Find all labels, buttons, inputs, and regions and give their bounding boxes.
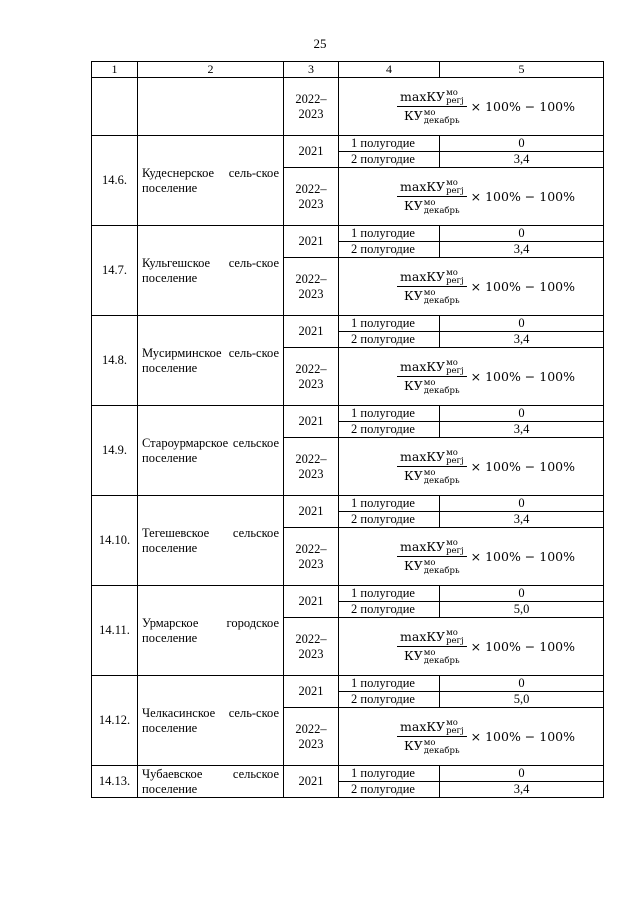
settlement-name: Мусирминское сель-ское поселение [138,316,284,406]
half-year-value: 3,4 [440,152,604,168]
formula-cell [339,618,604,676]
formula [339,629,603,665]
formula-numerator: maxКУ мо регj [397,449,467,468]
header-col-2: 2 [138,62,284,78]
half-year-label: 2 полугодие [339,152,440,168]
year-cell: 2022– 2023 [284,168,339,226]
year-cell: 2021 [284,676,339,708]
page-number: 25 [313,36,327,51]
formula-fraction [397,629,467,665]
half-year-value: 0 [440,136,604,152]
formula-denominator: КУ мо декабрь [404,557,460,576]
formula-numerator: maxКУ мо регj [397,179,467,198]
formula-tail: × 100% − 100% [470,639,575,654]
year-cell: 2021 [284,226,339,258]
formula [339,449,603,485]
table-row [92,406,604,422]
formula-cell [339,348,604,406]
row-number: 14.9. [92,406,138,496]
formula-fraction [397,449,467,485]
formula [339,89,603,125]
year-cell: 2021 [284,316,339,348]
formula-cell [339,78,604,136]
year-cell: 2022– 2023 [284,528,339,586]
half-year-value: 0 [440,766,604,782]
header-col-5: 5 [440,62,604,78]
table-row [92,226,604,242]
half-year-value: 3,4 [440,782,604,798]
formula-tail: × 100% − 100% [470,729,575,744]
formula-tail: × 100% − 100% [470,549,575,564]
row-number: 14.13. [92,766,138,798]
table-row [92,496,604,512]
header-col-4: 4 [339,62,440,78]
formula [339,269,603,305]
formula-numerator: maxКУ мо регj [397,629,467,648]
year-cell: 2021 [284,586,339,618]
half-year-value: 3,4 [440,512,604,528]
row-number: 14.8. [92,316,138,406]
year-cell: 2022– 2023 [284,438,339,496]
formula-tail: × 100% − 100% [470,459,575,474]
year-cell: 2022– 2023 [284,258,339,316]
half-year-value: 3,4 [440,422,604,438]
year-cell: 2022– 2023 [284,348,339,406]
formula-fraction [397,89,467,125]
formula-numerator: maxКУ мо регj [397,89,467,108]
half-year-value: 5,0 [440,692,604,708]
half-year-label: 2 полугодие [339,512,440,528]
half-year-label: 1 полугодие [339,496,440,512]
settlement-name: Челкасинское сель-ское поселение [138,676,284,766]
formula-cell [339,258,604,316]
formula-fraction [397,179,467,215]
settlement-name: Кудеснерское сель-ское поселение [138,136,284,226]
table-row [92,136,604,152]
formula-fraction [397,269,467,305]
half-year-label: 2 полугодие [339,782,440,798]
year-cell: 2021 [284,766,339,798]
table-row [92,766,604,782]
table-row [92,676,604,692]
half-year-label: 2 полугодие [339,602,440,618]
table-row [92,586,604,602]
formula-tail: × 100% − 100% [470,99,575,114]
formula-cell [339,168,604,226]
settlement-name: Кульгешское сель-ское поселение [138,226,284,316]
row-number: 14.11. [92,586,138,676]
formula-numerator: maxКУ мо регj [397,539,467,558]
formula-denominator: КУ мо декабрь [404,107,460,126]
formula-cell [339,438,604,496]
half-year-value: 0 [440,496,604,512]
formula [339,179,603,215]
year-cell: 2021 [284,496,339,528]
year-cell: 2022– 2023 [284,78,339,136]
continuation-row [92,78,604,136]
half-year-value: 0 [440,316,604,332]
formula-denominator: КУ мо декабрь [404,737,460,756]
table-row [92,316,604,332]
formula [339,539,603,575]
formula-tail: × 100% − 100% [470,369,575,384]
formula-cell [339,708,604,766]
settlement-name: Тегешевское сельское поселение [138,496,284,586]
half-year-value: 3,4 [440,242,604,258]
year-cell: 2021 [284,136,339,168]
half-year-label: 1 полугодие [339,586,440,602]
formula-denominator: КУ мо декабрь [404,287,460,306]
half-year-value: 0 [440,676,604,692]
header-col-1: 1 [92,62,138,78]
half-year-label: 1 полугодие [339,136,440,152]
formula-numerator: maxКУ мо регj [397,719,467,738]
formula-denominator: КУ мо декабрь [404,647,460,666]
allowance-table [91,61,604,798]
settlement-name: Урмарское городское поселение [138,586,284,676]
formula [339,719,603,755]
half-year-label: 2 полугодие [339,242,440,258]
header-row [92,62,604,78]
formula [339,359,603,395]
settlement-name: Староурмарское сельское поселение [138,406,284,496]
empty-num-cell [92,78,138,136]
formula-numerator: maxКУ мо регj [397,269,467,288]
row-number: 14.10. [92,496,138,586]
row-number: 14.7. [92,226,138,316]
half-year-value: 3,4 [440,332,604,348]
formula-numerator: maxКУ мо регj [397,359,467,378]
row-number: 14.12. [92,676,138,766]
half-year-value: 0 [440,406,604,422]
half-year-label: 1 полугодие [339,766,440,782]
half-year-value: 0 [440,226,604,242]
formula-denominator: КУ мо декабрь [404,467,460,486]
formula-fraction [397,719,467,755]
settlement-name: Чубаевское сельское поселение [138,766,284,798]
half-year-label: 1 полугодие [339,406,440,422]
year-cell: 2022– 2023 [284,708,339,766]
formula-denominator: КУ мо декабрь [404,197,460,216]
half-year-label: 2 полугодие [339,692,440,708]
formula-fraction [397,539,467,575]
empty-name-cell [138,78,284,136]
half-year-label: 2 полугодие [339,422,440,438]
year-cell: 2022– 2023 [284,618,339,676]
half-year-label: 1 полугодие [339,676,440,692]
half-year-label: 1 полугодие [339,226,440,242]
half-year-value: 0 [440,586,604,602]
half-year-label: 1 полугодие [339,316,440,332]
formula-fraction [397,359,467,395]
formula-tail: × 100% − 100% [470,189,575,204]
formula-cell [339,528,604,586]
formula-tail: × 100% − 100% [470,279,575,294]
half-year-label: 2 полугодие [339,332,440,348]
header-col-3: 3 [284,62,339,78]
half-year-value: 5,0 [440,602,604,618]
year-cell: 2021 [284,406,339,438]
formula-denominator: КУ мо декабрь [404,377,460,396]
row-number: 14.6. [92,136,138,226]
